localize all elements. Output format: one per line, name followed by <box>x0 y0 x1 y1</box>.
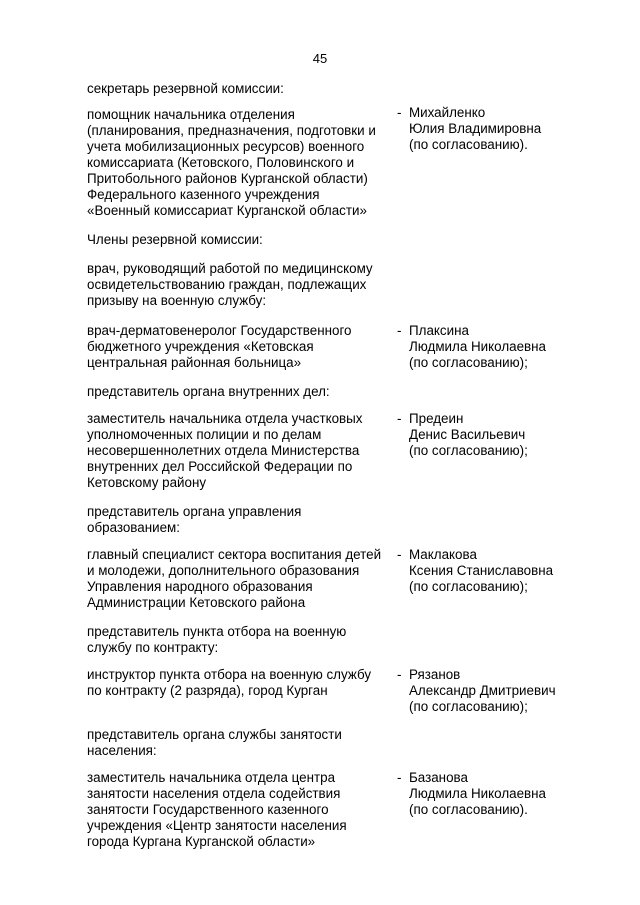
commission-list <box>87 81 557 850</box>
member-position: заместитель начальника отдела центра занятости населения отдела содействия занятости Государственного казенного учреждения «Центр занятости населения города Кургана Курганской области» <box>87 770 347 849</box>
group-heading: представитель органа внутренних дел: <box>87 384 330 399</box>
member-entry <box>87 770 557 850</box>
member-person: Плаксина Людмила Николаевна (по согласованию); <box>409 323 546 370</box>
group-heading: представитель пункта отбора на военную службу по контракту: <box>87 624 347 655</box>
secretary-entry <box>87 107 557 219</box>
entry-dash: - <box>397 667 402 682</box>
member-person: Рязанов Александр Дмитриевич (по согласованию); <box>409 667 556 714</box>
member-entry <box>87 667 557 715</box>
secretary-heading: секретарь резервной комиссии: <box>87 81 284 96</box>
group-heading: врач, руководящий работой по медицинскому освидетельствованию граждан, подлежащих призыву на военную службу: <box>87 261 373 308</box>
entry-dash: - <box>397 323 402 338</box>
secretary-position: помощник начальника отделения (планирования, предназначения, подготовки и учета мобилизационных ресурсов) военного комиссариата (Кетовского, Половинского и Притобольного районов Курганской области) Федерального казенного учреждения «Военный комиссариат Курганской области» <box>87 107 376 218</box>
entry-dash: - <box>397 547 402 562</box>
member-position: врач-дерматовенеролог Государственного бюджетного учреждения «Кетовская центральная районная больница» <box>87 323 352 370</box>
member-entry <box>87 547 557 611</box>
secretary-person: Михайленко Юлия Владимировна (по согласованию). <box>409 105 542 152</box>
entry-dash: - <box>397 411 402 426</box>
member-person: Базанова Людмила Николаевна (по согласованию). <box>409 770 546 817</box>
entry-dash: - <box>397 105 402 120</box>
member-position: главный специалист сектора воспитания детей и молодежи, дополнительного образования Управления народного образования Администрации Кетовского района <box>87 547 382 610</box>
entry-dash: - <box>397 770 402 785</box>
page-number: 45 <box>312 51 328 66</box>
group-heading: представитель органа управления образованием: <box>87 504 302 535</box>
member-person: Предеин Денис Васильевич (по согласованию); <box>409 411 528 458</box>
member-entry <box>87 323 557 371</box>
member-position: заместитель начальника отдела участковых уполномоченных полиции и по делам несовершеннолетних отдела Министерства внутренних дел Российской Федерации по Кетовскому району <box>87 411 363 490</box>
member-position: инструктор пункта отбора на военную службу по контракту (2 разряда), город Курган <box>87 667 372 698</box>
group-heading: представитель органа службы занятости населения: <box>87 727 342 758</box>
member-entry <box>87 411 557 491</box>
members-heading: Члены резервной комиссии: <box>87 232 263 247</box>
member-person: Маклакова Ксения Станиславовна (по согласованию); <box>409 547 554 594</box>
